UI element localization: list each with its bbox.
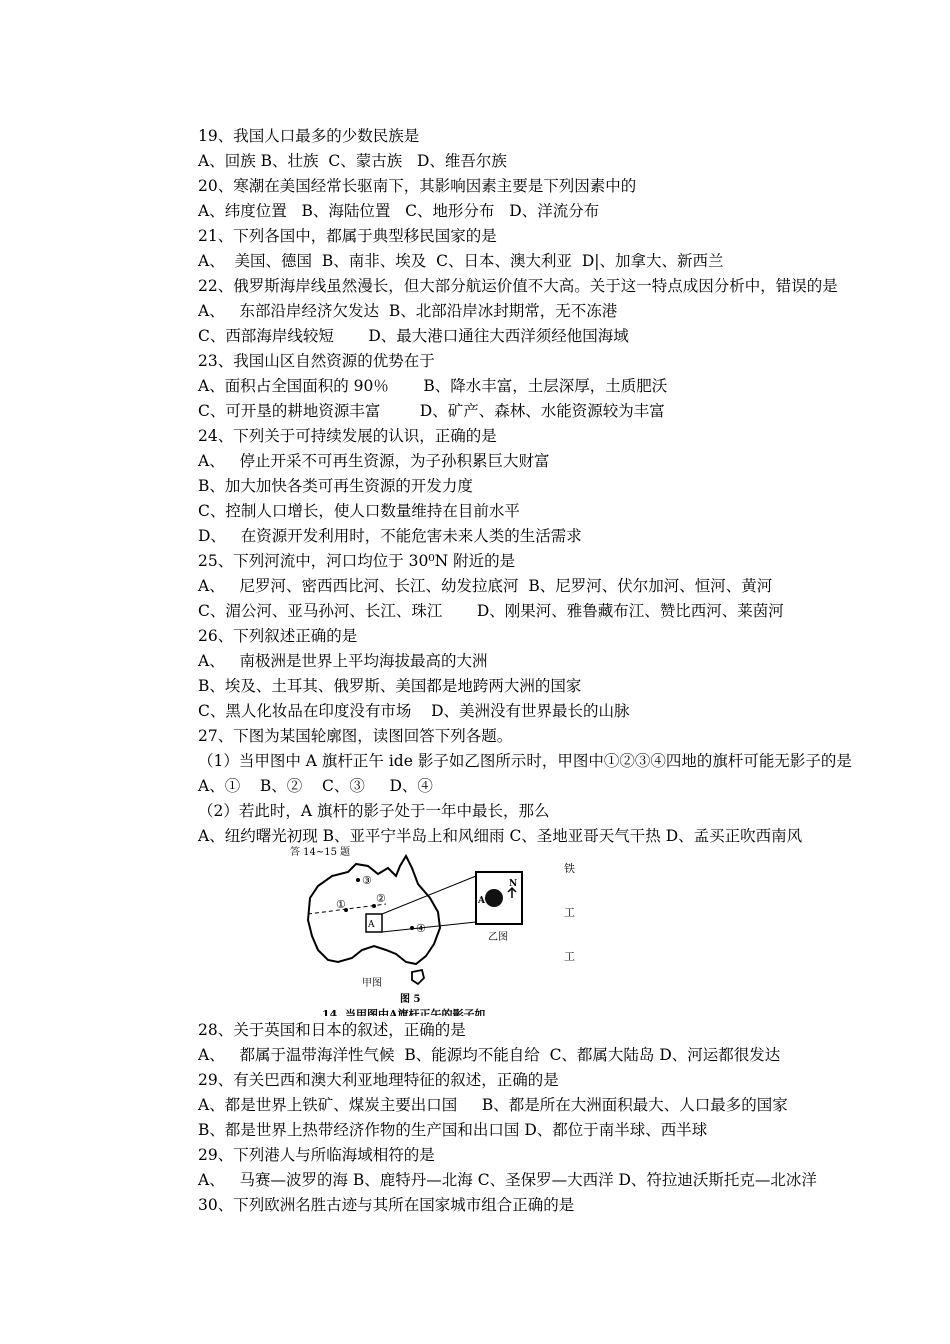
q27-part1-stem: （1）当甲图中 A 旗杆正午 ide 影子如乙图所示时，甲图中①②③④四地的旗杆可能无影子的是 xyxy=(198,752,852,770)
north-arrow-icon xyxy=(508,888,516,898)
q25-stem: 25、下列河流中，河口均位于 30⁰N 附近的是 xyxy=(198,552,516,570)
tasmania-outline xyxy=(412,970,424,984)
q21-options: A、 美国、德国 B、南非、埃及 C、日本、澳大利亚 D|、加拿大、新西兰 xyxy=(198,252,724,270)
side-label-2: 工 xyxy=(564,906,575,919)
connector-line-bottom xyxy=(382,922,476,932)
q26-option-a: A、 南极洲是世界上平均海拔最高的大洲 xyxy=(198,652,488,670)
q29b-options: A、 马赛—波罗的海 B、鹿特丹—北海 C、圣保罗—大西洋 D、符拉迪沃斯托克—北冰洋 xyxy=(198,1171,817,1189)
flagpole-a-label-map: A xyxy=(368,920,375,930)
q27-stem: 27、下图为某国轮廓图，读图回答下列各题。 xyxy=(198,727,513,745)
q27-part1-options: A、① B、② C、③ D、④ xyxy=(198,777,433,795)
q25-options-cd: C、湄公河、亚马孙河、长江、珠江 D、刚果河、雅鲁藏布江、赞比西河、莱茵河 xyxy=(198,602,784,620)
point-3-label: ③ xyxy=(362,874,372,887)
q29-stem: 29、有关巴西和澳大利亚地理特征的叙述，正确的是 xyxy=(198,1071,559,1089)
q23-options-ab: A、面积占全国面积的 90％ B、降水丰富，土层深厚，土质肥沃 xyxy=(198,377,668,395)
flagpole-a-label-yi: A xyxy=(478,896,485,906)
q21-stem: 21、下列各国中，都属于典型移民国家的是 xyxy=(198,227,497,245)
q26-stem: 26、下列叙述正确的是 xyxy=(198,627,358,645)
q28-options: A、 都属于温带海洋性气候 B、能源均不能自给 C、都属大陆岛 D、河运都很发达 xyxy=(198,1046,781,1064)
q20-options: A、纬度位置 B、海陆位置 C、地形分布 D、洋流分布 xyxy=(198,202,600,220)
figure-5-australia-map xyxy=(288,846,588,1016)
point-4-dot xyxy=(410,926,414,930)
q19-options: A、回族 B、壮族 C、蒙古族 D、维吾尔族 xyxy=(198,152,507,170)
connector-line-top xyxy=(382,876,476,914)
q29-options-cd: B、都是世界上热带经济作物的生产国和出口国 D、都位于南半球、西半球 xyxy=(198,1121,708,1139)
q19-stem: 19、我国人口最多的少数民族是 xyxy=(198,127,420,145)
q24-option-a: A、 停止开采不可再生资源，为子孙积累巨大财富 xyxy=(198,452,550,470)
point-2-label: ② xyxy=(376,892,386,905)
q27-part2-stem: （2）若此时，A 旗杆的影子处于一年中最长，那么 xyxy=(198,802,550,820)
q24-option-b: B、加大加快各类可再生资源的开发力度 xyxy=(198,477,473,495)
q27-part2-options: A、纽约曙光初现 B、亚平宁半岛上和风细雨 C、圣地亚哥天气干热 D、孟买正吹西南风 xyxy=(198,827,803,845)
q26-option-b: B、埃及、土耳其、俄罗斯、美国都是地跨两大洲的国家 xyxy=(198,677,582,695)
point-4-label: ④ xyxy=(416,922,426,935)
q29-options-ab: A、都是世界上铁矿、煤炭主要出口国 B、都是所在大洲面积最大、人口最多的国家 xyxy=(198,1096,788,1114)
q26-options-cd: C、黑人化妆品在印度没有市场 D、美洲没有世界最长的山脉 xyxy=(198,702,630,720)
q28-stem: 28、关于英国和日本的叙述，正确的是 xyxy=(198,1021,466,1039)
australia-outline xyxy=(308,856,440,964)
q22-options-cd: C、西部海岸线较短 D、最大港口通往大西洋须经他国海域 xyxy=(198,327,629,345)
flagpole-shadow-dark xyxy=(485,889,503,907)
q22-options-ab: A、 东部沿岸经济欠发达 B、北部沿岸冰封期常，无不冻港 xyxy=(198,302,618,320)
figure-caption-top: 答 14~15 题 xyxy=(290,847,351,858)
q22-stem: 22、俄罗斯海岸线虽然漫长，但大部分航运价值不大高。关于这一特点成因分析中，错误的是 xyxy=(198,277,838,295)
q24-stem: 24、下列关于可持续发展的认识，正确的是 xyxy=(198,427,497,445)
side-label-1: 铁 xyxy=(564,862,575,875)
map-figure-svg xyxy=(288,846,588,1016)
q24-option-c: C、控制人口增长，使人口数量维持在目前水平 xyxy=(198,502,520,520)
questions-19-27 xyxy=(198,124,898,849)
q20-stem: 20、寒潮在美国经常长驱南下，其影响因素主要是下列因素中的 xyxy=(198,177,637,195)
q24-option-d: D、 在资源开发利用时，不能危害未来人类的生活需求 xyxy=(198,527,582,545)
cut-off-caption: 14. 当甲图中A旗杆正午的影子如 xyxy=(322,1008,486,1016)
figure-5-label: 图 5 xyxy=(400,994,421,1005)
questions-28-30 xyxy=(198,1018,898,1218)
side-label-3: 工 xyxy=(564,950,575,963)
q29b-stem: 29、下列港人与所临海域相符的是 xyxy=(198,1146,435,1164)
point-1-label: ① xyxy=(336,898,346,911)
q25-options-ab: A、 尼罗河、密西西比河、长江、幼发拉底河 B、尼罗河、伏尔加河、恒河、黄河 xyxy=(198,577,773,595)
north-label: N xyxy=(509,879,518,889)
q23-stem: 23、我国山区自然资源的优势在于 xyxy=(198,352,435,370)
q23-options-cd: C、可开垦的耕地资源丰富 D、矿产、森林、水能资源较为丰富 xyxy=(198,402,665,420)
q30-stem: 30、下列欧洲名胜古迹与其所在国家城市组合正确的是 xyxy=(198,1196,575,1214)
yi-diagram-label: 乙图 xyxy=(488,932,508,943)
jia-map-label: 甲图 xyxy=(362,978,382,989)
point-3-dot xyxy=(356,878,360,882)
